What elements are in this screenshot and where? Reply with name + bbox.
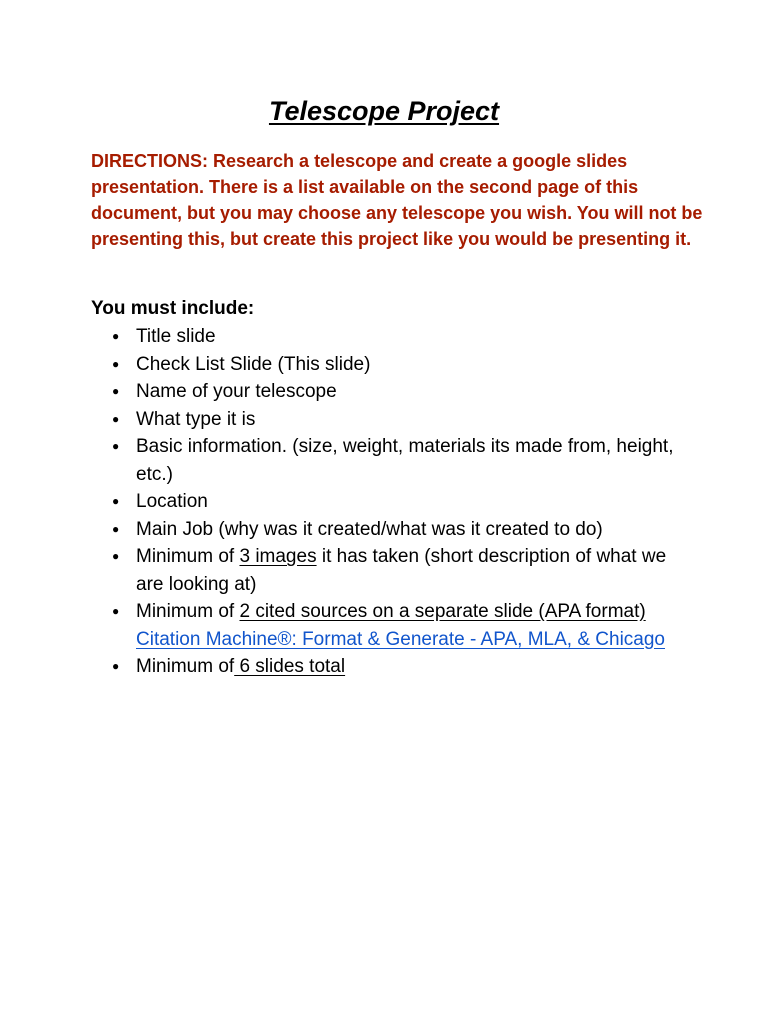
item-text: Main Job (why was it created/what was it created to do) [136, 518, 603, 540]
page-title: Telescope Project [268, 96, 500, 126]
bullet-icon: ● [112, 521, 120, 536]
bullet-icon: ● [112, 604, 120, 618]
item-text-pre: Minimum of [136, 546, 240, 567]
list-item [0, 323, 696, 351]
item-text-post: it has taken (short description of what we are looking at) [136, 546, 667, 595]
item-text-underlined: 2 cited sources on a separate slide (APA format) [239, 601, 646, 622]
requirements-list [0, 323, 696, 681]
list-item [0, 378, 696, 406]
list-item [0, 488, 696, 516]
list-item [0, 433, 696, 488]
directions-paragraph [91, 148, 711, 252]
directions-label: DIRECTIONS: [91, 151, 208, 171]
item-text: Basic information. (size, weight, materials its made from, height, etc.) [136, 436, 674, 485]
list-item [0, 543, 696, 598]
directions-text: Research a telescope and create a google slides presentation. There is a list available on the second page of this document, but you may choose any telescope you wish. You will not be presenting this, but create this project like you would be presenting it. [91, 151, 703, 249]
list-item [0, 351, 696, 379]
item-text: Check List Slide (This slide) [136, 353, 371, 375]
item-text-pre: Minimum of [136, 601, 240, 622]
item-text: Title slide [136, 326, 216, 347]
bullet-icon: ● [112, 659, 120, 673]
bullet-icon: ● [112, 549, 120, 563]
citation-machine-link[interactable]: Citation Machine®: Format & Generate - APA, MLA, & Chicago [136, 628, 665, 650]
bullet-icon: ● [112, 439, 120, 453]
list-item [0, 516, 696, 544]
bullet-icon: ● [112, 356, 120, 371]
must-include-heading: You must include: [91, 298, 255, 319]
list-item [0, 598, 696, 653]
item-text-underlined: 6 slides total [234, 656, 346, 677]
item-text-underlined: 3 images [239, 546, 317, 567]
item-text: Location [136, 491, 208, 512]
bullet-icon: ● [112, 384, 120, 398]
bullet-icon: ● [112, 329, 120, 343]
item-text: What type it is [136, 408, 256, 430]
bullet-icon: ● [112, 411, 120, 426]
bullet-icon: ● [112, 494, 120, 508]
item-text: Name of your telescope [136, 381, 337, 402]
item-text-pre: Minimum of [136, 656, 235, 677]
list-item [0, 653, 696, 681]
list-item [0, 406, 696, 434]
